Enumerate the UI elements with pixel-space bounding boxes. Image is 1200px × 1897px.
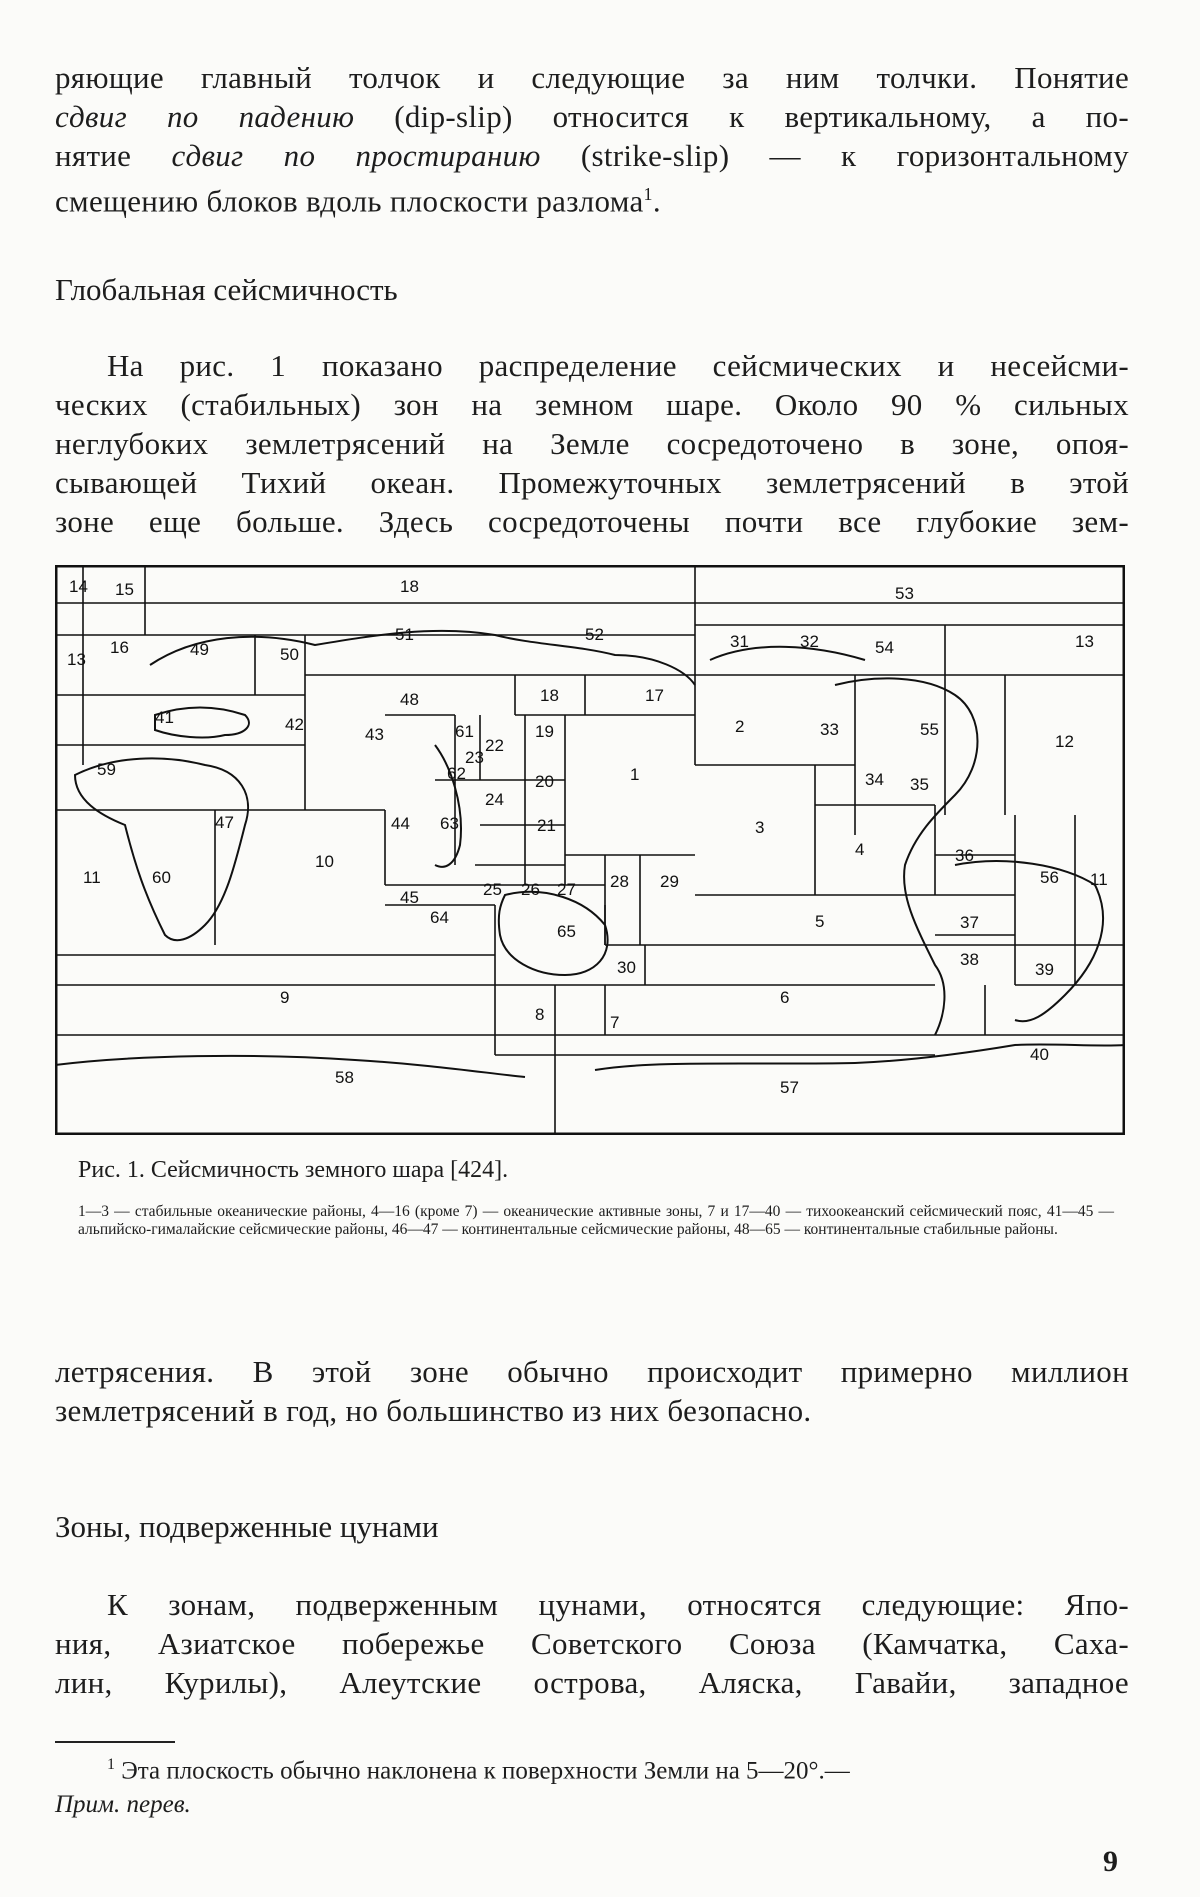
zone-label: 21 [537,816,556,835]
zone-label: 33 [820,720,839,739]
zone-label: 14 [69,577,88,596]
zone-labels [67,577,1108,1097]
zone-label: 12 [1055,732,1074,751]
zone-label: 49 [190,640,209,659]
intro-line-text: (strike-slip) — к горизонтальному [580,138,1129,173]
zone-label: 7 [610,1013,620,1032]
zone-label: 15 [115,580,134,599]
zone-label: 44 [391,814,410,833]
zone-label: 5 [815,912,825,931]
zone-label: 11 [1090,870,1108,889]
figure-caption-title: Рис. 1. Сейсмичность земного шара [424]. [78,1157,509,1183]
zone-label: 18 [540,686,559,705]
zone-label: 32 [800,632,819,651]
intro-line [55,97,1129,136]
zone-label: 48 [400,690,419,709]
zone-label: 45 [400,888,419,907]
zone-label: 55 [920,720,939,739]
paragraph-line: лин, Курилы), Алеутские острова, Аляска, Гавайи, западное [55,1665,1129,1700]
intro-line-prefix: нятие [55,138,132,173]
zone-label: 39 [1035,960,1054,979]
paragraph-line: зоне еще больше. Здесь сосредоточены почти все глубокие зем- [55,504,1129,539]
zone-label: 4 [855,840,865,859]
intro-line: ряющие главный толчок и следующие за ним толчки. Понятие [55,60,1129,95]
zone-label: 47 [215,813,234,832]
paragraph-line: К зонам, подверженным цунами, относятся следующие: Япо- [107,1587,1129,1622]
zone-label: 38 [960,950,979,969]
zone-label: 30 [617,958,636,977]
zone-label: 61 [455,722,474,741]
zone-label: 29 [660,872,679,891]
zone-label: 23 [465,748,484,767]
zone-label: 18 [400,577,419,596]
footnote-mark: 1 [107,1756,115,1773]
zone-label: 16 [110,638,129,657]
zone-label: 53 [895,584,914,603]
zone-label: 2 [735,717,745,736]
zone-label: 24 [485,790,504,809]
zone-label: 37 [960,913,979,932]
term-strike-slip: сдвиг по простиранию [171,138,541,173]
zone-label: 8 [535,1005,545,1024]
zone-label: 65 [557,922,576,941]
seismicity-map-svg [55,565,1125,1135]
zone-label: 9 [280,988,290,1007]
zone-label: 64 [430,908,449,927]
paragraph-line: летрясения. В этой зоне обычно происходит примерно миллион [55,1354,1129,1389]
section-title: Зоны, подверженные цунами [55,1509,439,1544]
paragraph-line: сывающей Тихий океан. Промежуточных землетрясений в этой [55,465,1129,500]
zone-label: 6 [780,988,790,1007]
intro-line-text: (dip-slip) относится к вертикальному, а по- [394,99,1129,134]
zone-label: 56 [1040,868,1059,887]
zone-label: 22 [485,736,504,755]
page-number: 9 [1103,1845,1118,1878]
figure-caption-text: 1—3 — стабильные океанические районы, 4—16 (кроме 7) — океанические активные зоны, 7 и 17—40 — тихоокеанский сейсмический пояс, 41—45 — альпийско-гималайские сейсмические районы, 46—47 — континентальные сейсмические районы, 48—65 — континентальные стабильные районы. [78,1203,1114,1238]
zone-label: 31 [730,632,749,651]
footnote-text: Эта плоскость обычно наклонена к поверхности Земли на 5—20°.— [121,1757,850,1785]
zone-label: 62 [447,764,466,783]
footnote-attribution: Прим. перев. [55,1791,191,1819]
seismicity-map [55,565,1125,1135]
zone-label: 54 [875,638,894,657]
zone-label: 57 [780,1078,799,1097]
zone-label: 34 [865,770,884,789]
zone-label: 27 [557,880,576,899]
zone-label: 26 [521,880,540,899]
section2-paragraph [55,1585,1129,1702]
zone-label: 51 [395,625,414,644]
paragraph-line: ческих (стабильных) зон на земном шаре. Около 90 % сильных [55,387,1129,422]
zone-label: 59 [97,760,116,779]
zone-label: 40 [1030,1045,1049,1064]
continuation-paragraph [55,1352,1129,1430]
zone-label: 63 [440,814,459,833]
zone-label: 13 [67,650,86,669]
zone-label: 58 [335,1068,354,1087]
footnote-rule [55,1741,175,1743]
zone-label: 19 [535,722,554,741]
term-dip-slip: сдвиг по падению [55,99,355,134]
paragraph-line: ния, Азиатское побережье Советского Союза (Камчатка, Саха- [55,1626,1129,1661]
zone-label: 43 [365,725,384,744]
section1-paragraph [55,346,1129,541]
zone-label: 20 [535,772,554,791]
zone-label: 36 [955,846,974,865]
zone-label: 10 [315,852,334,871]
zone-label: 50 [280,645,299,664]
intro-paragraph [55,58,1129,220]
zone-label: 17 [645,686,664,705]
intro-line-text: смещению блоков вдоль плоскости разлома [55,183,644,219]
zone-label: 42 [285,715,304,734]
paragraph-line: землетрясений в год, но большинство из них безопасно. [55,1393,812,1428]
zone-label: 60 [152,868,171,887]
zone-label: 35 [910,775,929,794]
paragraph-line: На рис. 1 показано распределение сейсмических и несейсми- [107,348,1129,383]
zone-label: 1 [630,765,640,784]
zone-label: 41 [155,708,174,727]
section-title: Глобальная сейсмичность [55,272,398,307]
intro-period: . [652,183,661,219]
footnote [55,1748,1129,1822]
zone-label: 28 [610,872,629,891]
zone-label: 11 [83,868,101,887]
intro-line [55,136,1129,175]
zone-label: 3 [755,818,765,837]
intro-line [55,175,1129,220]
zone-label: 13 [1075,632,1094,651]
paragraph-line: неглубоких землетрясений на Земле сосредоточено в зоне, опоя- [55,426,1129,461]
zone-label: 25 [483,880,502,899]
footnote-ref: 1 [643,184,653,204]
zone-label: 52 [585,625,604,644]
